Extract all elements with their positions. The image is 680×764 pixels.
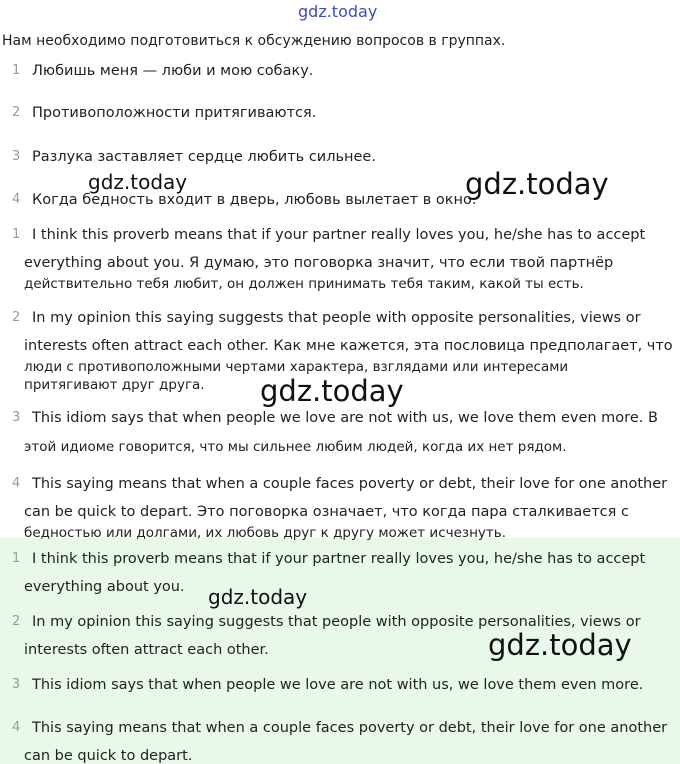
answer-line: can be quick to depart.: [24, 748, 193, 764]
answer-line: притягивают друг друга.: [24, 377, 205, 393]
answer-line: everything about you.: [24, 579, 185, 595]
proverb-text: Когда бедность входит в дверь, любовь вылетает в окно.: [32, 192, 477, 208]
answer-line: everything about you. Я думаю, это поговорка значит, что если твой партнёр: [24, 255, 614, 271]
answer-line: This saying means that when a couple faces poverty or debt, their love for one another: [32, 720, 668, 736]
answer-line: interests often attract each other. Как мне кажется, эта пословица предполагает, что: [24, 338, 673, 354]
item-number: 2: [12, 310, 21, 325]
item-number: 1: [12, 63, 21, 78]
answer-line: этой идиоме говорится, что мы сильнее любим людей, когда их нет рядом.: [24, 439, 567, 455]
intro-text: Нам необходимо подготовиться к обсуждению вопросов в группах.: [2, 33, 506, 49]
watermark: gdz.today: [88, 170, 188, 194]
answer-line: люди с противоположными чертами характера, взглядами или интересами: [24, 359, 569, 375]
proverb-text: Любишь меня — люби и мою собаку.: [32, 63, 314, 79]
answer-line: This saying means that when a couple faces poverty or debt, their love for one another: [32, 476, 668, 492]
watermark: gdz.today: [465, 167, 609, 201]
item-number: 1: [12, 227, 21, 242]
item-number: 3: [12, 410, 21, 425]
watermark: gdz.today: [488, 628, 632, 662]
answer-line: In my opinion this saying suggests that people with opposite personalities, views or: [32, 310, 641, 326]
proverb-text: Противоположности притягиваются.: [32, 105, 317, 121]
answer-line: действительно тебя любит, он должен принимать тебя таким, какой ты есть.: [24, 276, 584, 292]
answer-line: This idiom says that when people we love are not with us, we love them even more.: [32, 677, 644, 693]
item-number: 1: [12, 551, 21, 566]
answer-line: interests often attract each other.: [24, 642, 269, 658]
answer-line: can be quick to depart. Это поговорка означает, что когда пара сталкивается с: [24, 504, 629, 520]
answer-line: I think this proverb means that if your partner really loves you, he/she has to accept: [32, 227, 646, 243]
answer-line: This idiom says that when people we love are not with us, we love them even more. В: [32, 410, 658, 426]
item-number: 3: [12, 677, 21, 692]
answer-line: бедностью или долгами, их любовь друг к другу может исчезнуть.: [24, 525, 507, 541]
item-number: 2: [12, 105, 21, 120]
answer-line: In my opinion this saying suggests that people with opposite personalities, views or: [32, 614, 641, 630]
item-number: 4: [12, 192, 21, 207]
item-number: 2: [12, 614, 21, 629]
watermark: gdz.today: [208, 585, 308, 609]
watermark-top: gdz.today: [298, 2, 378, 21]
answer-line: I think this proverb means that if your partner really loves you, he/she has to accept: [32, 551, 646, 567]
item-number: 4: [12, 476, 21, 491]
watermark: gdz.today: [260, 374, 404, 408]
proverb-text: Разлука заставляет сердце любить сильнее.: [32, 149, 376, 165]
item-number: 4: [12, 720, 21, 735]
item-number: 3: [12, 149, 21, 164]
